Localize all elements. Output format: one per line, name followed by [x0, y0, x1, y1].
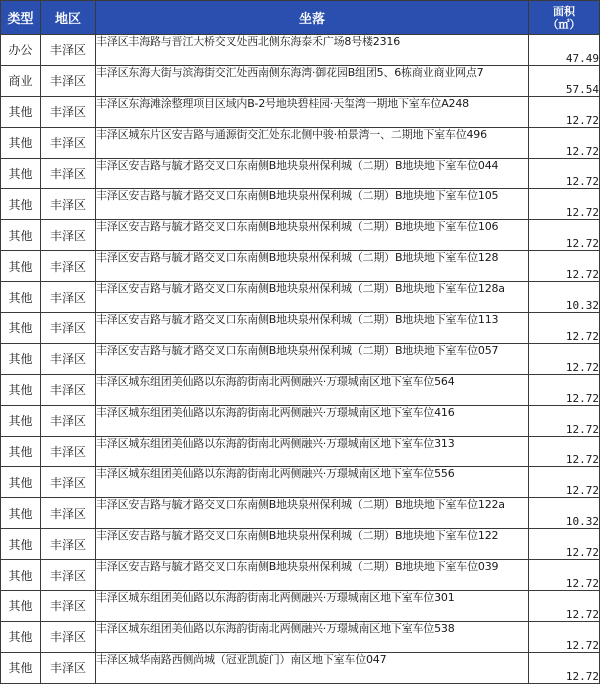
table-row [1, 158, 600, 189]
cell-type: 其他 [1, 560, 41, 591]
cell-area: 12.72 [529, 436, 600, 467]
cell-area: 12.72 [529, 405, 600, 436]
table-row [1, 591, 600, 622]
cell-district: 丰泽区 [41, 498, 96, 529]
cell-location: 丰泽区安吉路与毓才路交叉口东南侧B地块泉州保利城（二期）B地块地下室车位039 [96, 560, 529, 591]
cell-district: 丰泽区 [41, 560, 96, 591]
cell-district: 丰泽区 [41, 35, 96, 66]
table-row [1, 498, 600, 529]
table-row [1, 436, 600, 467]
table-row [1, 374, 600, 405]
cell-area: 12.72 [529, 591, 600, 622]
cell-location: 丰泽区安吉路与毓才路交叉口东南侧B地块泉州保利城（二期）B地块地下室车位128 [96, 251, 529, 282]
cell-area: 12.72 [529, 652, 600, 683]
table-row [1, 560, 600, 591]
cell-type: 其他 [1, 652, 41, 683]
cell-area: 12.72 [529, 189, 600, 220]
table-row [1, 251, 600, 282]
cell-district: 丰泽区 [41, 436, 96, 467]
cell-location: 丰泽区城东组团美仙路以东海韵街南北两侧融兴·万璟城南区地下室车位416 [96, 405, 529, 436]
table-row [1, 621, 600, 652]
cell-location: 丰泽区安吉路与毓才路交叉口东南侧B地块泉州保利城（二期）B地块地下室车位113 [96, 313, 529, 344]
cell-location: 丰泽区城东组团美仙路以东海韵街南北两侧融兴·万璟城南区地下室车位313 [96, 436, 529, 467]
cell-location: 丰泽区城东片区安吉路与通源街交汇处东北侧中骏·柏景湾一、二期地下室车位496 [96, 127, 529, 158]
cell-location: 丰泽区安吉路与毓才路交叉口东南侧B地块泉州保利城（二期）B地块地下室车位057 [96, 343, 529, 374]
cell-type: 其他 [1, 313, 41, 344]
header-area [529, 1, 600, 35]
cell-location: 丰泽区安吉路与毓才路交叉口东南侧B地块泉州保利城（二期）B地块地下室车位122a [96, 498, 529, 529]
cell-location: 丰泽区安吉路与毓才路交叉口东南侧B地块泉州保利城（二期）B地块地下室车位105 [96, 189, 529, 220]
cell-district: 丰泽区 [41, 282, 96, 313]
cell-type: 办公 [1, 35, 41, 66]
cell-type: 其他 [1, 529, 41, 560]
cell-district: 丰泽区 [41, 529, 96, 560]
header-row [1, 1, 600, 35]
cell-area: 12.72 [529, 560, 600, 591]
cell-location: 丰泽区城东组团美仙路以东海韵街南北两侧融兴·万璟城南区地下室车位301 [96, 591, 529, 622]
table-row [1, 652, 600, 683]
table-body [1, 35, 600, 684]
cell-location: 丰泽区安吉路与毓才路交叉口东南侧B地块泉州保利城（二期）B地块地下室车位128a [96, 282, 529, 313]
cell-district: 丰泽区 [41, 591, 96, 622]
table-row [1, 189, 600, 220]
cell-location: 丰泽区东海滩涂整理项目区域内B-2号地块碧桂园·天玺湾一期地下室车位A248 [96, 96, 529, 127]
header-area-unit: （㎡） [547, 17, 581, 31]
cell-district: 丰泽区 [41, 343, 96, 374]
cell-location: 丰泽区城东组团美仙路以东海韵街南北两侧融兴·万璟城南区地下室车位556 [96, 467, 529, 498]
cell-type: 商业 [1, 65, 41, 96]
cell-type: 其他 [1, 220, 41, 251]
table-header [1, 1, 600, 35]
header-type: 类型 [1, 1, 41, 35]
cell-location: 丰泽区城东组团美仙路以东海韵街南北两侧融兴·万璟城南区地下室车位564 [96, 374, 529, 405]
cell-type: 其他 [1, 282, 41, 313]
cell-type: 其他 [1, 127, 41, 158]
cell-area: 10.32 [529, 282, 600, 313]
cell-type: 其他 [1, 591, 41, 622]
header-location: 坐落 [96, 1, 529, 35]
table-row [1, 405, 600, 436]
table-row [1, 313, 600, 344]
table-row [1, 282, 600, 313]
cell-type: 其他 [1, 374, 41, 405]
cell-location: 丰泽区城东组团美仙路以东海韵街南北两侧融兴·万璟城南区地下室车位538 [96, 621, 529, 652]
cell-location: 丰泽区丰海路与晋江大桥交叉处西北侧东海泰禾广场8号楼2316 [96, 35, 529, 66]
cell-area: 12.72 [529, 313, 600, 344]
cell-district: 丰泽区 [41, 127, 96, 158]
cell-district: 丰泽区 [41, 158, 96, 189]
cell-area: 12.72 [529, 467, 600, 498]
cell-district: 丰泽区 [41, 621, 96, 652]
cell-area: 12.72 [529, 158, 600, 189]
cell-district: 丰泽区 [41, 405, 96, 436]
cell-type: 其他 [1, 498, 41, 529]
header-area-label: 面积 [553, 4, 575, 18]
header-district: 地区 [41, 1, 96, 35]
cell-type: 其他 [1, 467, 41, 498]
cell-location: 丰泽区安吉路与毓才路交叉口东南侧B地块泉州保利城（二期）B地块地下室车位122 [96, 529, 529, 560]
table-row [1, 96, 600, 127]
table-row [1, 467, 600, 498]
cell-area: 12.72 [529, 251, 600, 282]
cell-type: 其他 [1, 158, 41, 189]
cell-area: 47.49 [529, 35, 600, 66]
cell-area: 12.72 [529, 96, 600, 127]
cell-district: 丰泽区 [41, 96, 96, 127]
cell-district: 丰泽区 [41, 467, 96, 498]
table-row [1, 529, 600, 560]
cell-district: 丰泽区 [41, 251, 96, 282]
cell-area: 57.54 [529, 65, 600, 96]
table-row [1, 220, 600, 251]
table-row [1, 35, 600, 66]
cell-district: 丰泽区 [41, 652, 96, 683]
cell-type: 其他 [1, 251, 41, 282]
cell-type: 其他 [1, 405, 41, 436]
cell-area: 12.72 [529, 529, 600, 560]
cell-type: 其他 [1, 436, 41, 467]
table-row [1, 127, 600, 158]
cell-district: 丰泽区 [41, 220, 96, 251]
cell-area: 12.72 [529, 127, 600, 158]
cell-type: 其他 [1, 96, 41, 127]
cell-area: 10.32 [529, 498, 600, 529]
cell-type: 其他 [1, 343, 41, 374]
cell-district: 丰泽区 [41, 189, 96, 220]
cell-type: 其他 [1, 189, 41, 220]
cell-district: 丰泽区 [41, 313, 96, 344]
cell-location: 丰泽区城华南路西侧尚城（冠亚凯旋门）南区地下室车位047 [96, 652, 529, 683]
cell-type: 其他 [1, 621, 41, 652]
table-row [1, 65, 600, 96]
cell-area: 12.72 [529, 220, 600, 251]
cell-location: 丰泽区东海大街与滨海街交汇处西南侧东海湾·御花园B组团5、6栋商业商业网点7 [96, 65, 529, 96]
cell-location: 丰泽区安吉路与毓才路交叉口东南侧B地块泉州保利城（二期）B地块地下室车位106 [96, 220, 529, 251]
cell-area: 12.72 [529, 374, 600, 405]
cell-district: 丰泽区 [41, 65, 96, 96]
cell-area: 12.72 [529, 343, 600, 374]
cell-district: 丰泽区 [41, 374, 96, 405]
cell-area: 12.72 [529, 621, 600, 652]
cell-location: 丰泽区安吉路与毓才路交叉口东南侧B地块泉州保利城（二期）B地块地下室车位044 [96, 158, 529, 189]
table-row [1, 343, 600, 374]
